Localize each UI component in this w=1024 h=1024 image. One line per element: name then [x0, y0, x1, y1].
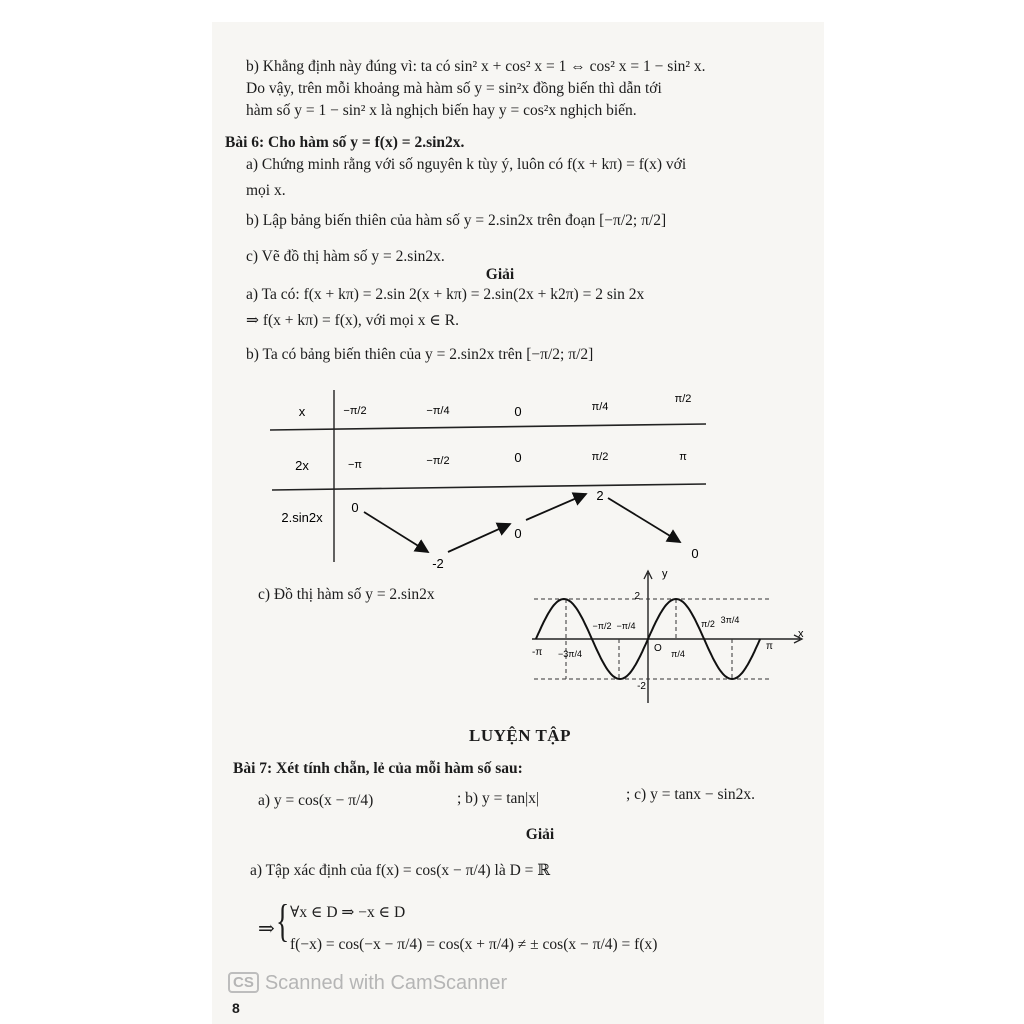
- bai6-a-cont: mọi x.: [246, 182, 286, 199]
- line-bai5b-1: b) Khẳng định này đúng vì: ta có sin² x + cos² x = 1 ⇔ cos² x = 1 − sin² x.: [246, 58, 706, 75]
- y-val-4: 2: [596, 488, 604, 503]
- twox-val-4: π/2: [591, 451, 609, 463]
- label-pi: π: [766, 641, 773, 652]
- label-origin: O: [654, 643, 662, 654]
- giai6-a-conclusion: ⇒ f(x + kπ) = f(x), với mọi x ∈ R.: [246, 312, 459, 329]
- implies-symbol: ⇒: [258, 918, 275, 940]
- label-3pi4: 3π/4: [720, 615, 740, 625]
- arrow-increase-2: [526, 494, 586, 520]
- bai7-heading: Bài 7: Xét tính chẵn, lẻ của mỗi hàm số sau:: [233, 760, 523, 777]
- bai6-c: c) Vẽ đồ thị hàm số y = 2.sin2x.: [246, 248, 445, 265]
- x-val-2: −π/4: [426, 405, 450, 417]
- twox-val-2: −π/2: [426, 455, 450, 467]
- y-val-2: -2: [432, 556, 444, 571]
- twox-val-3: 0: [514, 450, 522, 465]
- table-rule-1: [270, 424, 706, 430]
- bai6-b: b) Lập bảng biến thiên của hàm số y = 2.sin2x trên đoạn [−π/2; π/2]: [246, 212, 667, 229]
- label-x: x: [298, 404, 306, 419]
- arrow-increase-1: [448, 524, 510, 552]
- giai-heading-1: Giải: [485, 266, 515, 283]
- cs-badge-icon: CS: [228, 972, 259, 993]
- x-val-4: π/4: [591, 401, 609, 413]
- giai-heading-2: Giải: [525, 826, 555, 843]
- page-number: 8: [232, 1000, 240, 1016]
- variation-table: [268, 382, 708, 574]
- label-neg-pi: -π: [532, 647, 543, 658]
- y-val-3: 0: [514, 526, 522, 541]
- bai6-a: a) Chứng minh rằng với số nguyên k tùy ý, luôn có f(x + kπ) = f(x) với: [246, 156, 687, 173]
- label-neg-pi2: −π/2: [592, 621, 612, 631]
- label-neg-two: -2: [637, 681, 646, 692]
- camscanner-watermark: [228, 972, 507, 995]
- label-y: y: [662, 568, 668, 580]
- label-2sin2x: 2.sin2x: [281, 510, 323, 525]
- label-pi2: π/2: [701, 619, 715, 629]
- watermark-text: Scanned with CamScanner: [264, 972, 508, 994]
- label-two: 2: [634, 591, 640, 602]
- twox-val-1: −π: [347, 459, 363, 471]
- bai6-heading: Bài 6: Cho hàm số y = f(x) = 2.sin2x.: [225, 134, 465, 151]
- line-bai5b-2: Do vậy, trên mỗi khoảng mà hàm số y = sin²x đồng biến thì dẫn tới: [246, 80, 662, 97]
- line-bai5b-3: hàm số y = 1 − sin² x là nghịch biến hay y = cos²x nghịch biến.: [246, 102, 637, 119]
- giai6-a: a) Ta có: f(x + kπ) = 2.sin 2(x + kπ) = 2.sin(2x + k2π) = 2 sin 2x: [246, 286, 645, 303]
- bai7-c: ; c) y = tanx − sin2x.: [626, 786, 755, 803]
- x-val-3: 0: [514, 404, 522, 419]
- label-neg-3pi4: −3π/4: [558, 649, 582, 659]
- sine-graph: [530, 565, 810, 705]
- arrow-decrease-2: [608, 498, 680, 542]
- bai7-a: a) y = cos(x − π/4): [258, 792, 374, 809]
- table-rule-2: [272, 484, 706, 490]
- x-val-1: −π/2: [343, 405, 367, 417]
- system-brace: {: [276, 895, 290, 946]
- y-val-1: 0: [351, 500, 359, 515]
- giai6-b: b) Ta có bảng biến thiên của y = 2.sin2x trên [−π/2; π/2]: [246, 346, 594, 363]
- label-2x: 2x: [295, 458, 309, 473]
- twox-val-5: π: [679, 451, 687, 463]
- x-val-5: π/2: [674, 393, 692, 405]
- giai7-a-parity: f(−x) = cos(−x − π/4) = cos(x + π/4) ≠ ± cos(x − π/4) = f(x): [290, 936, 658, 953]
- giai7-a: a) Tập xác định của f(x) = cos(x − π/4) là D = ℝ: [250, 862, 551, 879]
- giai6-c: c) Đồ thị hàm số y = 2.sin2x: [258, 586, 435, 603]
- y-val-5: 0: [691, 546, 699, 561]
- giai7-a-domain: ∀x ∈ D ⇒ −x ∈ D: [290, 904, 406, 921]
- bai7-b: ; b) y = tan|x|: [457, 790, 540, 807]
- label-x-axis: x: [798, 628, 804, 640]
- section-title-luyen-tap: LUYỆN TẬP: [469, 726, 571, 745]
- arrow-decrease-1: [364, 512, 428, 552]
- label-pi4: π/4: [671, 649, 685, 659]
- label-neg-pi4: −π/4: [616, 621, 636, 631]
